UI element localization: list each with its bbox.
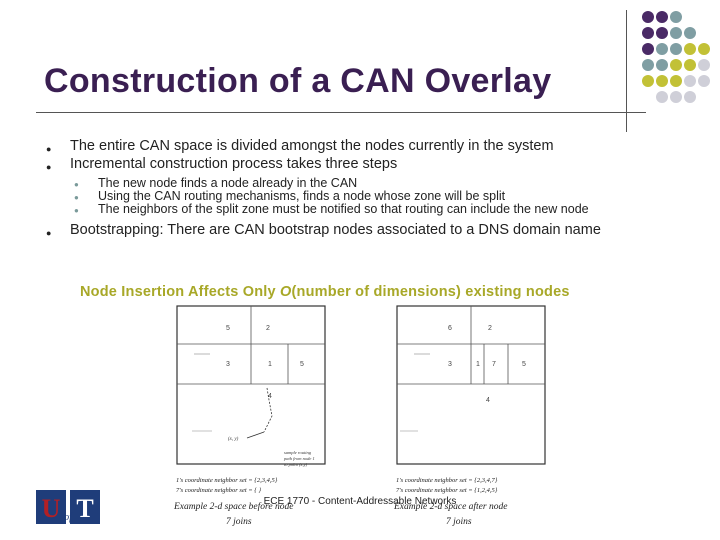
decorative-dot-grid [638,8,718,120]
zone-label: 5 [522,361,526,368]
zone-label: 5 [226,325,230,332]
dot-icon [684,43,696,55]
zone-label: 1 [268,361,272,368]
bullet-text: Incremental construction process takes three steps [70,156,398,172]
svg-text:T: T [76,494,94,523]
figure-caption: Example 2-d space after node [394,502,508,512]
emphasis-line [80,284,570,300]
dot-icon [670,75,682,87]
dot-icon [698,59,710,71]
sub-bullet-text: Using the CAN routing mechanisms, finds a node whose zone will be split [98,189,506,203]
neighbor-set-line: 7's coordinate neighbor set = {1,2,4,5} [396,487,498,494]
sub-bullet-text: The neighbors of the split zone must be notified so that routing can include the new node [98,202,589,216]
emphasis-text-pre: Node Insertion Affects Only [80,284,281,300]
title-underline [36,112,646,113]
zone-label: 4 [486,397,490,404]
dot-icon [684,27,696,39]
svg-text:U: U [41,494,61,523]
dot-icon [670,59,682,71]
dot-icon [642,75,654,87]
bullet-icon: ● [46,144,52,154]
dot-icon [698,43,710,55]
dot-icon [684,75,696,87]
sub-bullet-icon: ● [74,193,79,202]
dot-icon [670,11,682,23]
neighbor-set-line: 1's coordinate neighbor set = {2,3,4,5} [176,477,278,484]
zone-label: 6 [448,325,452,332]
dot-icon [670,27,682,39]
zone-label: 7 [492,361,496,368]
zone-label: 3 [448,361,452,368]
dot-icon [670,43,682,55]
sub-bullet-icon: ● [74,180,79,189]
bullet-list [44,138,664,240]
sub-bullet-icon: ● [74,206,79,215]
dot-icon [642,59,654,71]
neighbor-set-line: 1's coordinate neighbor set = {2,3,4,7} [396,477,498,484]
emphasis-text-post: (number of dimensions) existing nodes [291,284,570,300]
slide-title: Construction of a CAN Overlay [44,62,552,100]
point-label: (x, y) [228,437,239,442]
figure-caption: 7 joins [226,517,252,527]
figure-caption: 7 joins [446,517,472,527]
figure-caption: Example 2-d space before node [174,502,294,512]
emphasis-text-italic: O [280,284,292,300]
bullet-text: Bootstrapping: There are CAN bootstrap nodes associated to a DNS domain name [70,222,601,238]
dot-icon [656,91,668,103]
zone-label: 5 [300,361,304,368]
routing-label: sample routing [284,450,311,455]
sub-bullet-text: The new node finds a node already in the CAN [98,176,358,190]
svg-text:of: of [64,512,72,523]
dot-icon [656,59,668,71]
routing-label: path from node 1 [284,456,315,461]
bullet-icon: ● [46,228,52,238]
zone-label: 2 [488,325,492,332]
dot-icon [656,75,668,87]
dot-icon [656,27,668,39]
zone-label: 2 [266,325,270,332]
dot-icon [684,91,696,103]
dot-icon [684,59,696,71]
bullet-item [44,156,664,173]
bullet-item [44,222,664,239]
dot-icon [642,11,654,23]
vertical-divider [626,10,627,132]
dot-icon [670,91,682,103]
dot-icon [642,43,654,55]
neighbor-set-line: 7's coordinate neighbor set = { } [176,487,262,494]
dot-icon [698,75,710,87]
bullet-icon: ● [46,162,52,172]
slide-footer: ECE 1770 - Content-Addressable Networks [263,496,457,507]
zone-label: 1 [476,361,480,368]
dot-icon [656,11,668,23]
sub-bullet-list [44,177,664,216]
dot-icon [642,27,654,39]
bullet-text: The entire CAN space is divided amongst the nodes currently in the system [70,138,554,154]
dot-icon [656,43,668,55]
zone-label: 4 [268,393,272,400]
routing-label: to point (x,y) [284,462,308,467]
bullet-item [44,138,664,155]
sub-bullet-item [44,203,664,216]
zone-label: 3 [226,361,230,368]
